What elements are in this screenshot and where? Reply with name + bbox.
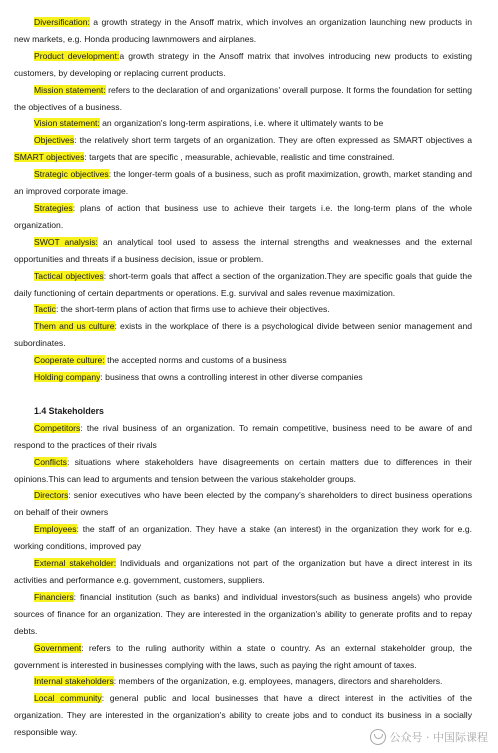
glossary-entry (14, 200, 472, 234)
glossary-term: Government (34, 642, 82, 653)
glossary-definition: : business that owns a controlling interest in other diverse companies (100, 372, 363, 383)
glossary-definition: : financial institution (such as banks) and individual investors(such as business angels) who provide sources of finance for an organization. They are interested in the organization's ability to generate profits and to repay debts. (14, 591, 472, 636)
glossary-term: Cooperate culture: (34, 355, 105, 366)
glossary-term: Tactic (34, 304, 56, 315)
glossary-term: Mission statement: (34, 84, 106, 95)
glossary-definition: : targets that are specific , measurable, achievable, realistic and time constrained. (84, 152, 395, 163)
glossary-definition: : the short-term plans of action that firms use to achieve their objectives. (55, 304, 330, 315)
glossary-definition: : refers to the ruling authority within a state o country. As an external stakeholder group, the government is interested in businesses complying with the laws, such as paying the right amount of taxes. (14, 642, 472, 670)
section-title: 1.4 Stakeholders (34, 405, 104, 416)
glossary-term: Directors (34, 490, 69, 501)
glossary-term: External stakeholder: (34, 558, 117, 569)
wechat-icon (370, 729, 386, 745)
glossary-definition: an organization's long-term aspirations, i.e. where it ultimately wants to be (99, 118, 384, 129)
document-page (14, 14, 472, 741)
glossary-term: Strategies (34, 202, 73, 213)
glossary-term: Product development: (34, 50, 120, 61)
glossary-definition: : the staff of an organization. They have a stake (an interest) in the organization they work for e.g. working conditions, improved pay (14, 524, 472, 552)
glossary-definition: : general public and local businesses that have a direct interest in the activities of the organization. They are interested in the organization's ability to create jobs and to conduct its business in a socially responsible way. (14, 693, 472, 738)
glossary-term: Objectives (34, 135, 75, 146)
glossary-entry (14, 420, 472, 454)
glossary-list-top (14, 14, 472, 386)
glossary-list-bottom (14, 420, 472, 741)
glossary-entry (14, 640, 472, 674)
glossary-definition: a growth strategy in the Ansoff matrix that involves introducing new products to existing customers, by developing or replacing current products. (14, 50, 472, 78)
glossary-entry (14, 115, 472, 132)
glossary-definition: refers to the declaration of and organizations' overall purpose. It forms the foundation for setting the objectives of a business. (14, 84, 472, 112)
glossary-definition: : the rival business of an organization. To remain competitive, business need to be aware of and respond to the practices of their rivals (14, 422, 472, 450)
glossary-entry (14, 166, 472, 200)
glossary-entry (14, 14, 472, 48)
glossary-term: Strategic objectives (34, 169, 109, 180)
glossary-term: Vision statement: (34, 118, 100, 129)
glossary-definition: : the longer-term goals of a business, such as profit maximization, growth, market standing and an improved corporate image. (14, 169, 473, 197)
glossary-term: Local community (34, 693, 102, 704)
glossary-entry (14, 48, 472, 82)
glossary-entry (14, 82, 472, 116)
watermark-text: 公众号 · 中国际课程 (389, 731, 488, 744)
glossary-entry (14, 301, 472, 318)
glossary-term: SWOT analysis: (34, 236, 98, 247)
glossary-definition: a growth strategy in the Ansoff matrix, which involves an organization launching new products in new markets, e.g. Honda producing lawnmowers and airplanes. (14, 17, 472, 44)
glossary-entry (14, 369, 472, 386)
glossary-definition: : plans of action that business use to achieve their targets i.e. the long-term plans of the whole organization. (14, 202, 472, 230)
glossary-definition: Individuals and organizations not part of the organization but have a direct interest in its activities and performance e.g. government, customers, suppliers. (14, 558, 473, 585)
glossary-term: Financiers (34, 591, 74, 602)
glossary-term: Diversification: (34, 17, 90, 27)
glossary-definition: : members of the organization, e.g. employees, managers, directors and shareholders. (113, 676, 443, 687)
glossary-definition: : situations where stakeholders have disagreements on certain matters due to differences in their opinions.This can lead to arguments and tension between the various stakeholder groups. (14, 456, 472, 484)
glossary-entry (14, 352, 472, 369)
glossary-term: SMART objectives (14, 152, 85, 163)
glossary-entry (14, 555, 472, 589)
glossary-definition: : exists in the workplace of there is a psychological divide between senior management and subordinates. (14, 321, 472, 349)
glossary-entry (14, 132, 472, 166)
glossary-definition: : the relatively short term targets of an organization. They are often expressed as SMART objectives a (74, 135, 472, 146)
glossary-term: Them and us culture (34, 321, 115, 332)
glossary-definition: an analytical tool used to assess the internal strengths and weaknesses and the external opportunities and threats if a business decision, issue or problem. (14, 236, 472, 264)
glossary-entry (14, 673, 472, 690)
glossary-definition: : short-term goals that affect a section of the organization.They are specific goals that guide the daily functioning of certain departments or operations. E.g. survival and sales revenue maximization. (14, 270, 472, 298)
glossary-term: Employees (34, 524, 77, 535)
glossary-term: Conflicts (34, 456, 67, 467)
glossary-term: Internal stakeholders (34, 676, 114, 687)
glossary-entry (14, 268, 472, 302)
glossary-entry (14, 589, 472, 640)
glossary-definition: the accepted norms and customs of a business (104, 355, 287, 366)
glossary-term: Tactical objectives (34, 270, 104, 281)
glossary-entry (14, 318, 472, 352)
watermark (370, 729, 489, 745)
glossary-entry (14, 487, 472, 521)
glossary-entry (14, 454, 472, 488)
glossary-entry (14, 521, 472, 555)
glossary-term: Competitors (34, 422, 81, 433)
glossary-definition: : senior executives who have been elected by the company's shareholders to direct business operations on behalf of their owners (14, 490, 472, 518)
glossary-term: Holding company (34, 372, 101, 383)
glossary-entry (14, 234, 472, 268)
